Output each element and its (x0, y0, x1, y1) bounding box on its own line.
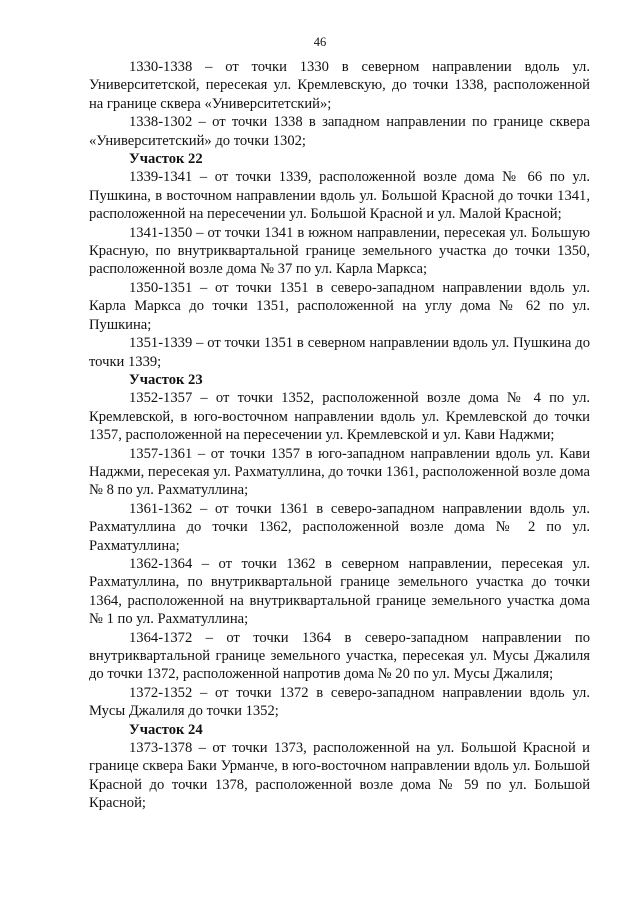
page-number: 46 (313, 35, 327, 49)
section-heading: Участок 23 (129, 371, 203, 388)
boundary-paragraph: 1330-1338 – от точки 1330 в северном направлении вдоль ул. Университетской, пересекая ул. Кремлевскую, до точки 1338, расположенной на границе сквера «Университетский»; (89, 59, 590, 112)
boundary-paragraph: 1339-1341 – от точки 1339, расположенной возле дома № 66 по ул. Пушкина, в восточном направлении вдоль ул. Большой Красной до точки 1341, расположенной на пересечении ул. Большой Красной и ул. Малой Красной; (89, 169, 590, 223)
boundary-paragraph: 1372-1352 – от точки 1372 в северо-западном направлении вдоль ул. Мусы Джалиля до точки 1352; (89, 684, 590, 720)
boundary-paragraph: 1362-1364 – от точки 1362 в северном направлении, пересекая ул. Рахматуллина, по внутриквартальной границе земельного участка до точки 1364, расположенной на внутриквартальной границе земельного участка дома № 1 по ул. Рахматуллина; (89, 555, 590, 628)
boundary-paragraph: 1351-1339 – от точки 1351 в северном направлении вдоль ул. Пушкина до точки 1339; (89, 335, 590, 370)
boundary-paragraph: 1364-1372 – от точки 1364 в северо-западном направлении по внутриквартальной границе земельного участка, пересекая ул. Мусы Джалиля до точки 1372, расположенной напротив дома № 20 по ул. Мусы Джалиля; (89, 629, 590, 683)
document-body (89, 58, 590, 813)
boundary-paragraph: 1361-1362 – от точки 1361 в северо-западном направлении вдоль ул. Рахматуллина до точки 1362, расположенной возле дома № 2 по ул. Рахматуллина; (89, 500, 590, 554)
boundary-paragraph: 1357-1361 – от точки 1357 в юго-западном направлении вдоль ул. Кави Наджми, пересекая ул. Рахматуллина, до точки 1361, расположенной возле дома № 8 по ул. Рахматуллина; (89, 445, 590, 499)
boundary-paragraph: 1350-1351 – от точки 1351 в северо-западном направлении вдоль ул. Карла Маркса до точки 1351, расположенной на углу дома № 62 по ул. Пушкина; (89, 279, 590, 333)
section-heading: Участок 24 (129, 721, 203, 738)
boundary-paragraph: 1373-1378 – от точки 1373, расположенной на ул. Большой Красной и границе сквера Баки Урманче, в юго-восточном направлении вдоль ул. Большой Красной до точки 1378, расположенной возле дома № 59 по ул. Большой Красной; (89, 740, 590, 812)
section-heading: Участок 22 (129, 151, 203, 168)
boundary-paragraph: 1341-1350 – от точки 1341 в южном направлении, пересекая ул. Большую Красную, по внутриквартальной границе земельного участка до точки 1350, расположенной возле дома № 37 по ул. Карла Маркса; (89, 224, 590, 278)
boundary-paragraph: 1338-1302 – от точки 1338 в западном направлении по границе сквера «Университетский» до точки 1302; (89, 114, 590, 149)
boundary-paragraph: 1352-1357 – от точки 1352, расположенной возле дома № 4 по ул. Кремлевской, в юго-восточном направлении вдоль ул. Кремлевской до точки 1357, расположенной на пересечении ул. Кремлевской и ул. Кави Наджми; (89, 390, 590, 444)
